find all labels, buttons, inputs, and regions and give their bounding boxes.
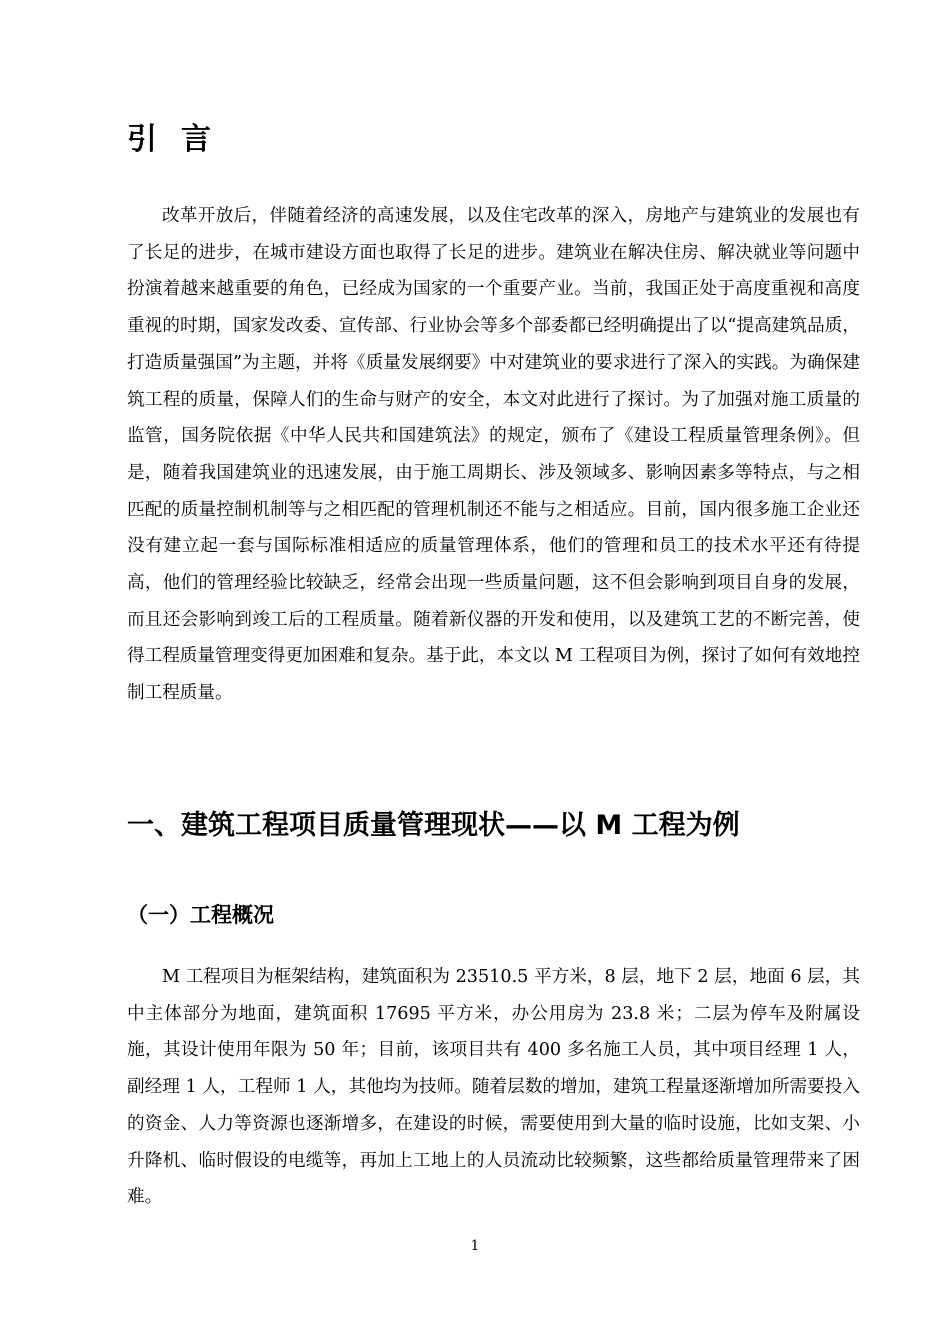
subsection-1-heading: （一）工程概况: [127, 903, 274, 927]
intro-paragraph: 改革开放后，伴随着经济的高速发展，以及住宅改革的深入，房地产与建筑业的发展也有了长足的进步，在城市建设方面也取得了长足的进步。建筑业在解决住房、解决就业等问题中扮演着越来越重要的角色，已经成为国家的一个重要产业。当前，我国正处于高度重视和高度重视的时期，国家发改委、宣传部、行业协会等多个部委都已经明确提出了以“提高建筑品质，打造质量强国”为主题，并将《质量发展纲要》中对建筑业的要求进行了深入的实践。为确保建筑工程的质量，保障人们的生命与财产的安全，本文对此进行了探讨。为了加强对施工质量的监管，国务院依据《中华人民共和国建筑法》的规定，颁布了《建设工程质量管理条例》。但是，随着我国建筑业的迅速发展，由于施工周期长、涉及领域多、影响因素多等特点，与之相匹配的质量控制机制等与之相匹配的管理机制还不能与之相适应。目前，国内很多施工企业还没有建立起一套与国际标准相适应的质量管理体系，他们的管理和员工的技术水平还有待提高，他们的管理经验比较缺乏，经常会出现一些质量问题，这不但会影响到项目自身的发展，而且还会影响到竣工后的工程质量。随着新仪器的开发和使用，以及建筑工艺的不断完善，使得工程质量管理变得更加困难和复杂。基于此，本文以 M 工程项目为例，探讨了如何有效地控制工程质量。: [127, 206, 860, 704]
project-overview-paragraph: M 工程项目为框架结构，建筑面积为 23510.5 平方米，8 层，地下 2 层，地面 6 层，其中主体部分为地面，建筑面积 17695 平方米，办公用房为 23.8 米；二层为停车及附属设施，其设计使用年限为 50 年；目前，该项目共有 400 多名施工人员，其中项目经理 1 人，副经理 1 人，工程师 1 人，其他均为技师。随着层数的增加，建筑工程量逐渐增加所需要投入的资金、人力等资源也逐渐增多，在建设的时候，需要使用到大量的临时设施，比如支架、小升降机、临时假设的电缆等，再加上工地上的人员流动比较频繁，这些都给质量管理带来了困难。: [127, 967, 860, 1208]
section-1-heading: 一、建筑工程项目质量管理现状——以 M 工程为例: [127, 810, 740, 841]
page-number: 1: [470, 1238, 480, 1254]
intro-heading: 引言: [127, 122, 235, 157]
